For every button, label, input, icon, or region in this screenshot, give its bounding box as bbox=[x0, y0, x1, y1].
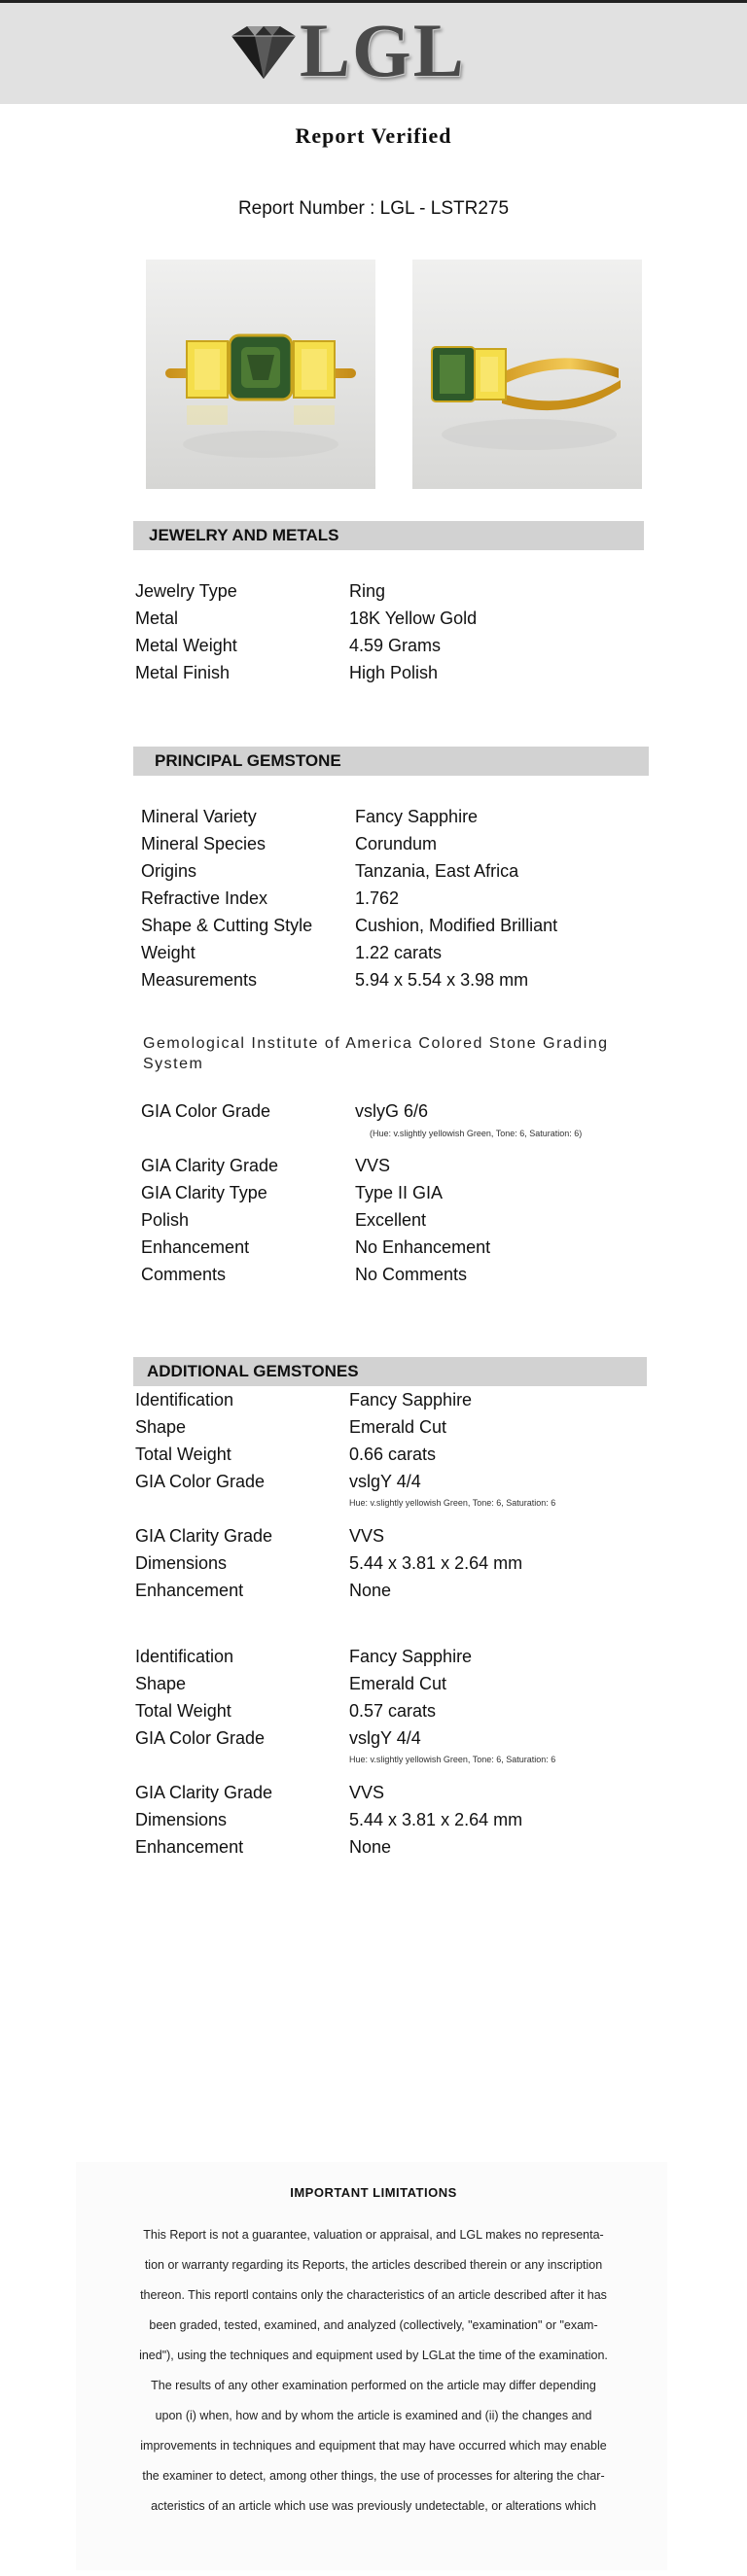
row-label: Mineral Variety bbox=[141, 807, 257, 826]
row-label: GIA Color Grade bbox=[135, 1728, 266, 1748]
row-value: Fancy Sapphire bbox=[355, 807, 479, 826]
row-label: Refractive Index bbox=[141, 888, 268, 908]
row-value: VVS bbox=[355, 1156, 391, 1175]
row-value: 5.44 x 3.81 x 2.64 mm bbox=[349, 1810, 523, 1829]
row-value: 0.57 carats bbox=[349, 1701, 437, 1721]
color-grade-note: (Hue: v.slightly yellowish Green, Tone: 6, Saturation: 6) bbox=[370, 1129, 583, 1138]
row-label: GIA Clarity Type bbox=[141, 1183, 267, 1202]
row-value: VVS bbox=[349, 1783, 385, 1802]
row-value: No Comments bbox=[355, 1265, 468, 1284]
row-label: Shape & Cutting Style bbox=[141, 916, 313, 935]
row-value: Fancy Sapphire bbox=[349, 1647, 473, 1666]
header-banner bbox=[0, 3, 747, 104]
row-value: Ring bbox=[349, 581, 386, 601]
limitations-heading: IMPORTANT LIMITATIONS bbox=[290, 2185, 457, 2200]
row-label: GIA Color Grade bbox=[135, 1472, 266, 1491]
limitations-line: This Report is not a guarantee, valuation or appraisal, and LGL makes no representa- bbox=[143, 2228, 604, 2242]
page-title: Report Verified bbox=[295, 123, 452, 148]
row-label: Enhancement bbox=[135, 1837, 244, 1857]
row-value: Type II GIA bbox=[355, 1183, 444, 1202]
ring-front-image bbox=[146, 260, 375, 489]
limitations-line: been graded, tested, examined, and analyzed (collectively, "examination" or "exam- bbox=[149, 2318, 598, 2332]
row-label: GIA Clarity Grade bbox=[135, 1783, 273, 1802]
color-grade-note: Hue: v.slightly yellowish Green, Tone: 6, Saturation: 6 bbox=[349, 1498, 556, 1508]
row-value: Excellent bbox=[355, 1210, 427, 1230]
row-value: Cushion, Modified Brilliant bbox=[355, 916, 558, 935]
row-label: GIA Clarity Grade bbox=[135, 1526, 273, 1546]
row-value: None bbox=[349, 1581, 392, 1600]
limitations-line: ined"), using the techniques and equipment used by LGLat the time of the examination. bbox=[139, 2349, 608, 2362]
row-value: vslgY 4/4 bbox=[349, 1472, 421, 1491]
logo-text: LGL bbox=[300, 8, 466, 92]
row-label: Identification bbox=[135, 1647, 234, 1666]
row-value: None bbox=[349, 1837, 392, 1857]
limitations-line: acteristics of an article which use was previously undetectable, or alterations which bbox=[151, 2499, 596, 2513]
row-label: GIA Color Grade bbox=[141, 1101, 271, 1121]
limitations-line: The results of any other examination performed on the article may differ depending bbox=[151, 2379, 596, 2392]
row-value: Tanzania, East Africa bbox=[355, 861, 519, 881]
row-value: Emerald Cut bbox=[349, 1417, 447, 1437]
row-label: Origins bbox=[141, 861, 197, 881]
row-value: High Polish bbox=[349, 663, 439, 682]
row-label: Identification bbox=[135, 1390, 234, 1410]
row-label: Total Weight bbox=[135, 1701, 231, 1721]
limitations-line: the examiner to detect, among other things, the use of processes for altering the char- bbox=[142, 2469, 605, 2483]
section-jewelry-metals-heading: JEWELRY AND METALS bbox=[133, 521, 644, 550]
row-value: Fancy Sapphire bbox=[349, 1390, 473, 1410]
ring-side-image bbox=[412, 260, 642, 489]
row-value: vslyG 6/6 bbox=[355, 1101, 429, 1121]
row-value: 5.44 x 3.81 x 2.64 mm bbox=[349, 1553, 523, 1573]
row-value: 18K Yellow Gold bbox=[349, 609, 478, 628]
row-value: 1.762 bbox=[355, 888, 400, 908]
limitations-line: improvements in techniques and equipment that may have occurred which may enable bbox=[140, 2439, 607, 2453]
row-label: Total Weight bbox=[135, 1445, 231, 1464]
row-label: Shape bbox=[135, 1417, 187, 1437]
row-value: VVS bbox=[349, 1526, 385, 1546]
row-label: Weight bbox=[141, 943, 196, 962]
row-label: GIA Clarity Grade bbox=[141, 1156, 279, 1175]
row-value: 1.22 carats bbox=[355, 943, 443, 962]
limitations-line: thereon. This reportl contains only the characteristics of an article described after it has bbox=[140, 2288, 607, 2302]
ring-front-photo bbox=[146, 260, 375, 489]
row-value: Corundum bbox=[355, 834, 438, 853]
row-value: Emerald Cut bbox=[349, 1674, 447, 1693]
row-value: 5.94 x 5.54 x 3.98 mm bbox=[355, 970, 529, 990]
section-principal-gemstone-heading: PRINCIPAL GEMSTONE bbox=[133, 747, 649, 776]
report-number: Report Number : LGL - LSTR275 bbox=[237, 198, 510, 219]
row-value: vslgY 4/4 bbox=[349, 1728, 421, 1748]
row-label: Dimensions bbox=[135, 1810, 228, 1829]
row-label: Metal Finish bbox=[135, 663, 231, 682]
diamond-icon bbox=[226, 22, 302, 81]
section-additional-gemstones-heading: ADDITIONAL GEMSTONES bbox=[133, 1357, 647, 1386]
row-value: No Enhancement bbox=[355, 1237, 491, 1257]
gia-grading-system-heading: Gemological Institute of America Colored Stone Grading System bbox=[143, 1035, 609, 1072]
row-label: Metal bbox=[135, 609, 179, 628]
limitations-line: tion or warranty regarding its Reports, the articles described therein or any inscription bbox=[144, 2258, 603, 2272]
row-label: Comments bbox=[141, 1265, 227, 1284]
row-label: Metal Weight bbox=[135, 636, 237, 655]
color-grade-note: Hue: v.slightly yellowish Green, Tone: 6, Saturation: 6 bbox=[349, 1755, 556, 1764]
row-value: 0.66 carats bbox=[349, 1445, 437, 1464]
limitations-line: upon (i) when, how and by whom the article is examined and (ii) the changes and bbox=[155, 2409, 592, 2422]
row-label: Measurements bbox=[141, 970, 258, 990]
row-label: Shape bbox=[135, 1674, 187, 1693]
row-label: Mineral Species bbox=[141, 834, 267, 853]
row-label: Polish bbox=[141, 1210, 190, 1230]
row-value: 4.59 Grams bbox=[349, 636, 442, 655]
row-label: Jewelry Type bbox=[135, 581, 237, 601]
lgl-logo bbox=[226, 8, 488, 92]
ring-side-photo bbox=[412, 260, 642, 489]
row-label: Enhancement bbox=[135, 1581, 244, 1600]
row-label: Enhancement bbox=[141, 1237, 250, 1257]
row-label: Dimensions bbox=[135, 1553, 228, 1573]
